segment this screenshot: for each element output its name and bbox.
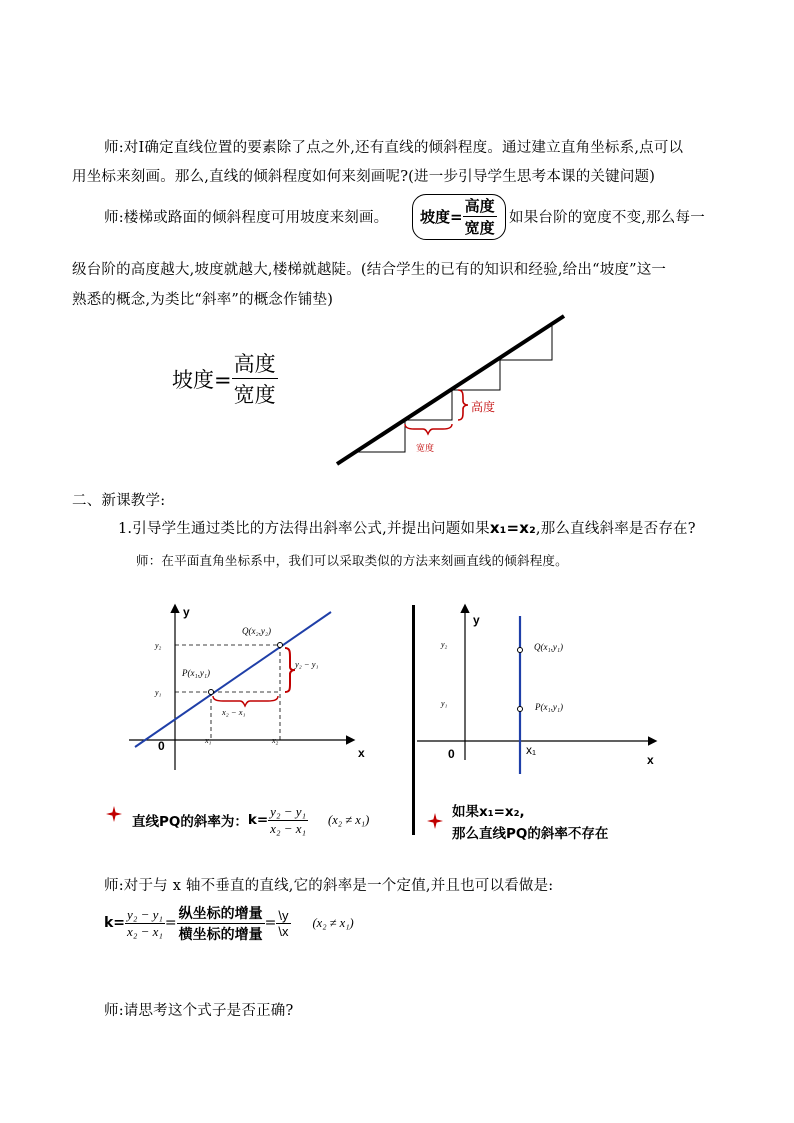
- stair-diagram: [330, 308, 580, 470]
- caption-left-k: k=: [247, 812, 269, 828]
- right-label-q: Q(x₁,y₁): [534, 642, 563, 652]
- left-dy-brace: [285, 648, 295, 692]
- slope-formula-large-denominator: 宽度: [233, 383, 276, 407]
- paragraph-3: 师:对于与 x 轴不垂直的直线,它的斜率是一个定值,并且也可以看做是:: [104, 878, 554, 894]
- paragraph-2-suffix: 如果台阶的宽度不变,那么每一: [509, 210, 705, 226]
- right-y-axis-label: y: [473, 613, 480, 627]
- height-brace: [458, 390, 468, 420]
- slope-formula-large-numerator: 高度: [232, 348, 278, 379]
- caption-left-fraction: [268, 804, 308, 837]
- left-label-y1: y₁: [155, 688, 162, 697]
- left-point-p: [209, 690, 214, 695]
- left-label-y2: y₂: [155, 641, 162, 650]
- item-1-text: [118, 517, 696, 538]
- right-label-y1: y₁: [441, 699, 448, 708]
- left-label-x1: x₁: [205, 736, 212, 745]
- slope-formula-inline: [420, 195, 497, 237]
- formula-2-frac-1: [125, 907, 165, 940]
- right-label-y2: y₂: [441, 640, 448, 649]
- slope-formula-fraction: [463, 195, 497, 238]
- slope-formula-large-lhs: 坡度=: [172, 367, 232, 392]
- formula-2-den-3: \x: [278, 923, 289, 939]
- right-label-p: P(x₁,y₁): [535, 702, 563, 712]
- left-dy-label: y₂ − y₁: [295, 659, 319, 669]
- caption-right-line-2: 那么直线PQ的斜率不存在: [452, 826, 609, 842]
- height-label: 高度: [471, 400, 496, 414]
- width-label: 宽度: [416, 443, 435, 453]
- item-1-suffix: ,那么直线斜率是否存在?: [535, 521, 696, 537]
- paragraph-2-line-3: 熟悉的概念,为类比“斜率”的概念作铺垫): [72, 292, 334, 308]
- left-label-p: P(x₁,y₁): [182, 668, 210, 678]
- paragraph-1-line-2: 用坐标来刻画。那么,直线的倾斜程度如何来刻画呢?(进一步引导学生思考本课的关键问题): [72, 169, 656, 185]
- formula-2: [104, 900, 354, 946]
- formula-2-den-2: 横坐标的增量: [178, 926, 263, 943]
- slope-formula-large-fraction: [232, 348, 278, 409]
- left-dx-label: x₂ − x₁: [222, 707, 246, 717]
- teacher-line: 师：在平面直角坐标系中，我们可以采取类似的方法来刻画直线的倾斜程度。: [136, 553, 568, 568]
- width-brace: [405, 424, 452, 434]
- right-x-axis-label: x: [647, 753, 654, 767]
- right-point-q: [518, 648, 523, 653]
- caption-left-cond: (x₂ ≠ x₁): [328, 812, 370, 827]
- slope-formula-large: [172, 348, 278, 409]
- caption-left: [132, 800, 369, 840]
- item-1-prefix: 1.引导学生通过类比的方法得出斜率公式,并提出问题如果: [118, 521, 490, 537]
- caption-right-line-1: 如果x₁=x₂,: [452, 804, 525, 820]
- right-origin-label: 0: [448, 747, 455, 761]
- left-label-q: Q(x₂,y₂): [242, 626, 271, 636]
- item-1-condition: x₁=x₂: [489, 519, 536, 537]
- graph-right: [415, 600, 670, 775]
- formula-2-cond: (x₂ ≠ x₁): [312, 915, 354, 930]
- formula-2-num-2: 纵坐标的增量: [177, 903, 265, 924]
- star-icon: [106, 806, 122, 822]
- slope-formula-lhs: 坡度=: [420, 207, 463, 226]
- formula-2-eq-1: =: [164, 915, 177, 931]
- paragraph-4: 师:请思考这个式子是否正确?: [104, 1003, 294, 1019]
- left-y-axis-label: y: [183, 605, 190, 619]
- caption-right: [452, 801, 608, 845]
- right-label-x1: x₁: [526, 743, 537, 757]
- formula-2-frac-2: [177, 903, 265, 944]
- formula-2-eq-2: =: [264, 915, 277, 931]
- paragraph-1-line-1: 师:对I确定直线位置的要素除了点之外,还有直线的倾斜程度。通过建立直角坐标系,点可以: [104, 140, 684, 156]
- formula-2-den-1: x₂ − x₁: [127, 923, 163, 939]
- left-origin-label: 0: [158, 739, 165, 753]
- left-dx-brace: [213, 696, 278, 706]
- section-heading: 二、新课教学:: [72, 493, 166, 509]
- slope-line: [337, 316, 564, 464]
- formula-2-num-1: y₂ − y₁: [127, 906, 163, 922]
- formula-2-num-3: \y: [278, 907, 289, 923]
- caption-left-num: y₂ − y₁: [270, 803, 307, 819]
- paragraph-2-line-2: 级台阶的高度越大,坡度就越大,楼梯就越陡。(结合学生的已有的知识和经验,给出“坡度”这一: [72, 262, 667, 278]
- paragraph-2-prefix: 师:楼梯或路面的倾斜程度可用坡度来刻画。: [104, 210, 389, 226]
- star-icon-right: [427, 813, 443, 829]
- slope-formula-denominator: 宽度: [464, 218, 495, 237]
- right-point-p: [518, 707, 523, 712]
- caption-left-den: x₂ − x₁: [270, 820, 307, 836]
- left-point-q: [278, 643, 283, 648]
- left-blue-line: [135, 612, 331, 747]
- formula-2-k: k=: [104, 915, 126, 931]
- graph-left: [125, 600, 385, 775]
- caption-left-label: 直线PQ的斜率为：: [132, 814, 248, 830]
- left-label-x2: x₂: [272, 736, 279, 745]
- slope-formula-numerator: 高度: [464, 196, 495, 215]
- left-x-axis-label: x: [358, 746, 365, 760]
- formula-2-frac-3: [276, 908, 290, 939]
